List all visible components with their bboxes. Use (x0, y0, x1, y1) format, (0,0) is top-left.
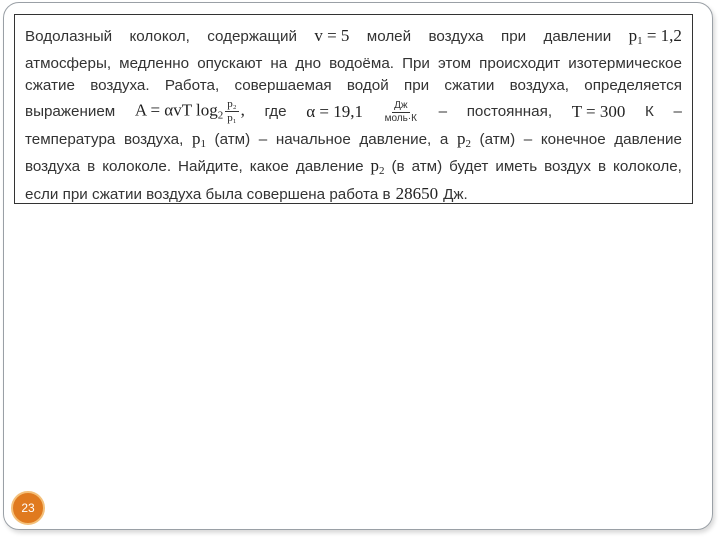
word: атмосферы, (25, 54, 112, 72)
alpha-unit-fraction: $\frac{Дж}{\text{моль·К}}$ (384, 100, 418, 124)
word: медленно (119, 54, 190, 72)
word: давлении (543, 28, 612, 45)
p1-symbol: $p_1$ (191, 128, 206, 150)
word: дно (295, 54, 322, 72)
word: водой (346, 77, 389, 94)
problem-line-2 (25, 53, 682, 76)
temperature-formula: T = 300 (571, 102, 626, 122)
word: Работа, (164, 77, 220, 94)
problem-line-4 (25, 98, 682, 128)
word: постоянная, (466, 103, 553, 121)
word: сжатии (444, 77, 495, 94)
p2-symbol: $p_2$ (370, 156, 385, 177)
word: воздуха, (509, 77, 569, 94)
dash: – (673, 103, 682, 121)
word: где (264, 103, 287, 121)
word: колоколе. (102, 158, 172, 175)
word: совершаемая (234, 77, 332, 94)
word: давление (295, 158, 364, 175)
word: давление, (359, 130, 432, 148)
word: выражением (25, 103, 116, 121)
problem-line-3 (25, 75, 682, 98)
word: Найдите, (178, 158, 243, 175)
sentence: если при сжатии воздуха была совершена работа в (25, 185, 391, 203)
word: При (402, 54, 430, 72)
problem-line-1 (25, 25, 682, 53)
initial-pressure-formula: $p_1 = 1,2$ (628, 26, 682, 47)
word: воздуха. (90, 77, 150, 94)
page-number-badge: 23 (11, 491, 45, 525)
word: сжатие (25, 77, 75, 94)
word: (в (391, 158, 405, 175)
dash: – (258, 130, 268, 148)
word: при (500, 28, 527, 45)
word: атм) (411, 158, 443, 175)
word: (атм) (214, 130, 251, 148)
word: определяется (584, 77, 682, 94)
word: Дж. (443, 185, 468, 203)
word: в (87, 158, 96, 175)
word: (атм) (479, 130, 516, 148)
word: изотермическое (568, 54, 682, 72)
problem-line-6 (25, 155, 682, 183)
word: опускают (197, 54, 263, 72)
word: конечное (540, 130, 606, 148)
word: давление (614, 130, 682, 148)
dash: – (523, 130, 533, 148)
word: будет (449, 158, 489, 175)
word: водоёма. (329, 54, 394, 72)
word: воздуха (428, 28, 484, 45)
word: иметь (495, 158, 538, 175)
word: воздуха, (123, 130, 184, 148)
word: какое (249, 158, 289, 175)
word: этом (438, 54, 472, 72)
problem-line-5 (25, 128, 682, 156)
word: содержащий (207, 28, 297, 45)
word: температура (25, 130, 116, 148)
word: колокол, (129, 28, 190, 45)
word: а (439, 130, 449, 148)
problem-line-7 (25, 183, 682, 207)
word: происходит (479, 54, 561, 72)
alpha-formula: α = 19,1 (306, 102, 363, 122)
word: колоколе, (613, 158, 682, 175)
dash: – (438, 103, 448, 121)
word: К (644, 103, 654, 121)
word: на (270, 54, 288, 72)
word: молей (366, 28, 412, 45)
work-formula: A = αvT $\log_2$ $\frac{\text{p₂}}{\text{p₁}}$ , (134, 97, 245, 124)
pressure-ratio-fraction: $\frac{\text{p₂}}{\text{p₁}}$ (227, 97, 237, 124)
word: воздух (544, 158, 591, 175)
word: начальное (275, 130, 351, 148)
word: воздуха (25, 158, 81, 175)
problem-text-box (14, 14, 693, 204)
p2-symbol: $p_2$ (456, 128, 471, 150)
word: при (403, 77, 430, 94)
moles-formula: v = 5 (314, 26, 350, 45)
word: Водолазный (25, 28, 113, 45)
word: в (597, 158, 607, 175)
work-value: 28650 (395, 183, 439, 203)
